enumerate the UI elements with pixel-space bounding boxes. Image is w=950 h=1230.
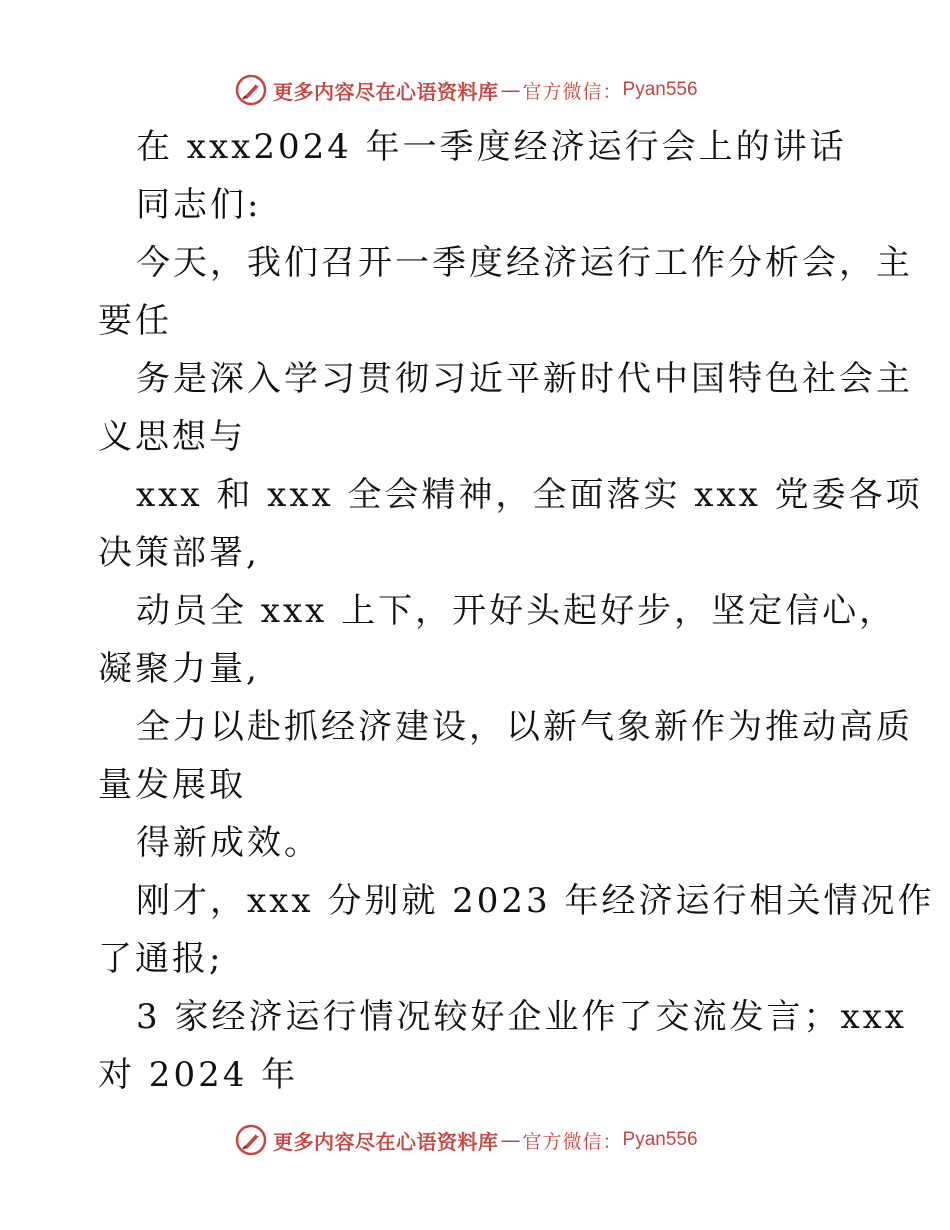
paragraph-line: 对 2024 年: [98, 1055, 299, 1095]
paragraph-line: 3 家经济运行情况较好企业作了交流发言；xxx: [136, 997, 907, 1037]
watermark-suffix-text: 官方微信：: [522, 80, 623, 103]
paragraph-line: 全力以赴抓经济建设，以新气象新作为推动高质: [136, 707, 913, 747]
salutation: 同志们:: [136, 185, 262, 225]
watermark-dash: —: [500, 1128, 521, 1152]
paragraph-line: 动员全 xxx 上下，开好头起好步，坚定信心，: [136, 591, 897, 631]
quill-pen-logo-icon: [235, 1124, 267, 1156]
watermark-main-text: 更多内容尽在心语资料库: [273, 79, 499, 104]
paragraph-line: xxx 和 xxx 全会精神，全面落实 xxx 党委各项: [136, 475, 923, 515]
watermark-dash: —: [500, 78, 521, 102]
paragraph-line: 务是深入学习贯彻习近平新时代中国特色社会主: [136, 359, 913, 399]
paragraph-line: 了通报;: [98, 939, 224, 979]
paragraph-line: 今天，我们召开一季度经济运行工作分析会，主: [136, 243, 913, 283]
paragraph-line: 决策部署,: [98, 533, 260, 573]
paragraph-line: 刚才，xxx 分别就 2023 年经济运行相关情况作: [136, 881, 935, 921]
paragraph-line: 凝聚力量,: [98, 649, 260, 689]
paragraph-line: 量发展取: [98, 765, 246, 805]
paragraph-line: 得新成效。: [136, 823, 321, 863]
footer-watermark: [235, 1122, 698, 1158]
paragraph-line: 义思想与: [98, 417, 246, 457]
document-title: 在 xxx2024 年一季度经济运行会上的讲话: [136, 127, 847, 167]
watermark-wechat-id: Pyan556: [622, 1129, 698, 1150]
watermark-main-text: 更多内容尽在心语资料库: [273, 1129, 499, 1154]
watermark-wechat-id: Pyan556: [622, 79, 698, 100]
paragraph-line: 要任: [98, 301, 172, 341]
watermark-suffix-text: 官方微信：: [522, 1130, 623, 1153]
